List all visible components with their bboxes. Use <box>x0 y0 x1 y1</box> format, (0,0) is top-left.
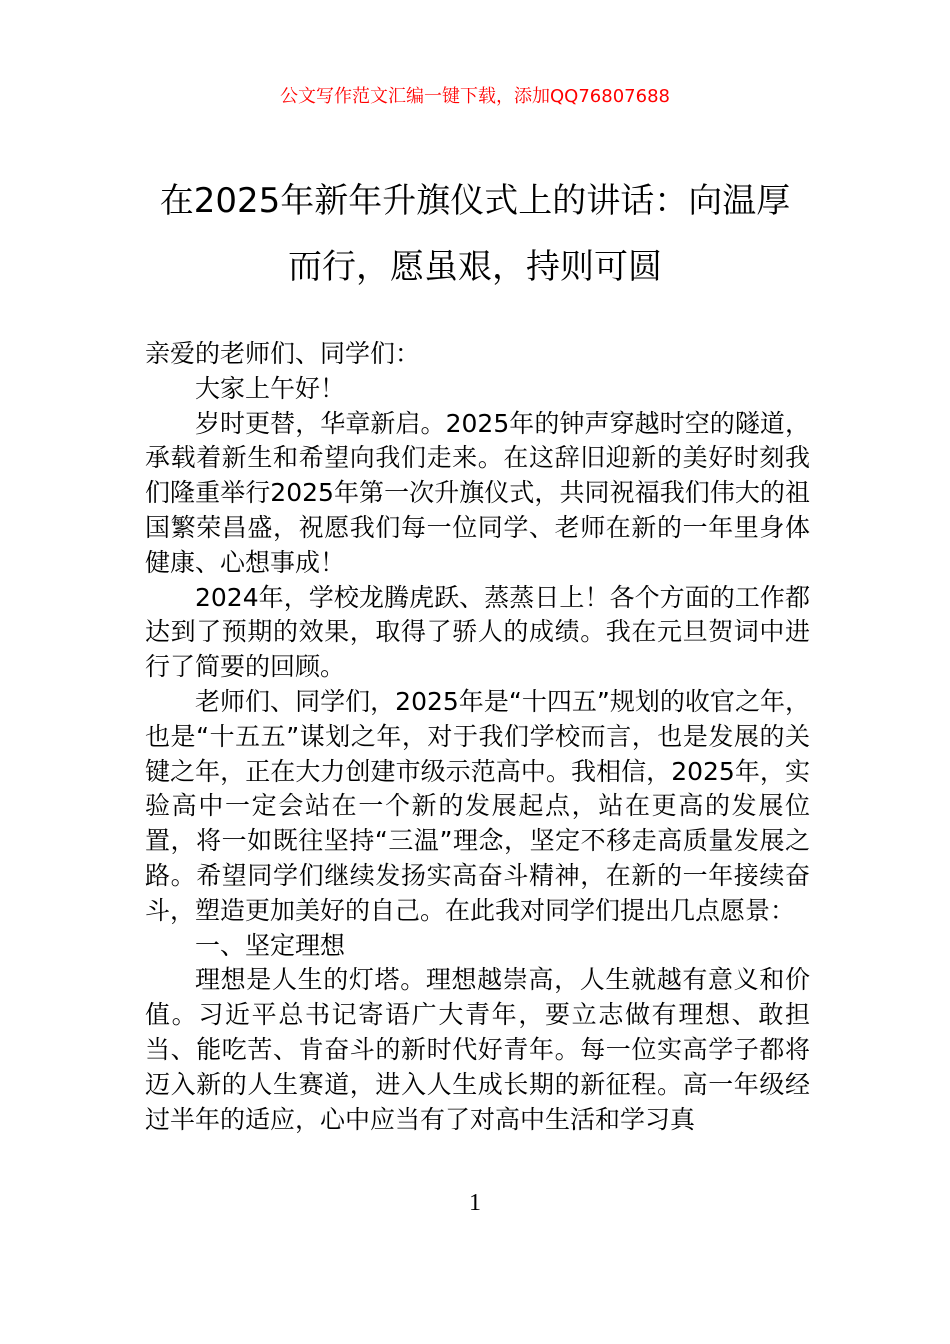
paragraph: 岁时更替，华章新启。2025年的钟声穿越时空的隧道，承载着新生和希望向我们走来。在这辞旧迎新的美好时刻我们隆重举行2025年第一次升旗仪式，共同祝福我们伟大的祖国繁荣昌盛，祝愿我们每一位同学、老师在新的一年里身体健康、心想事成！ <box>145 408 810 577</box>
paragraph-greeting: 大家上午好！ <box>195 373 346 403</box>
download-notice: 公文写作范文汇编一键下载，添加QQ76807688 <box>280 86 670 107</box>
document-title <box>100 168 850 300</box>
title-line-2: 而行，愿虽艰，持则可圆 <box>288 247 662 287</box>
page-number: 1 <box>469 1190 481 1216</box>
paragraph: 理想是人生的灯塔。理想越崇高，人生就越有意义和价值。习近平总书记寄语广大青年，要立志做有理想、敢担当、能吃苦、肯奋斗的新时代好青年。每一位实高学子都将迈入新的人生赛道，进入人生成长期的新征程。高一年级经过半年的适应，心中应当有了对高中生活和学习真 <box>145 965 810 1134</box>
section-heading: 一、坚定理想 <box>195 930 346 960</box>
salutation: 亲爱的老师们、同学们： <box>145 339 421 368</box>
paragraph: 老师们、同学们，2025年是“十四五”规划的收官之年，也是“十五五”谋划之年，对于我们学校而言，也是发展的关键之年，正在大力创建市级示范高中。我相信，2025年，实验高中一定会站在一个新的发展起点，站在更高的发展位置，将一如既往坚持“三温”理念，坚定不移走高质量发展之路。希望同学们继续发扬实高奋斗精神，在新的一年接续奋斗，塑造更加美好的自己。在此我对同学们提出几点愿景： <box>145 686 810 925</box>
title-line-1: 在2025年新年升旗仪式上的讲话：向温厚 <box>159 181 791 221</box>
document-body <box>145 337 810 1137</box>
paragraph: 2024年，学校龙腾虎跃、蒸蒸日上！各个方面的工作都达到了预期的效果，取得了骄人的成绩。我在元旦贺词中进行了简要的回顾。 <box>145 582 810 682</box>
